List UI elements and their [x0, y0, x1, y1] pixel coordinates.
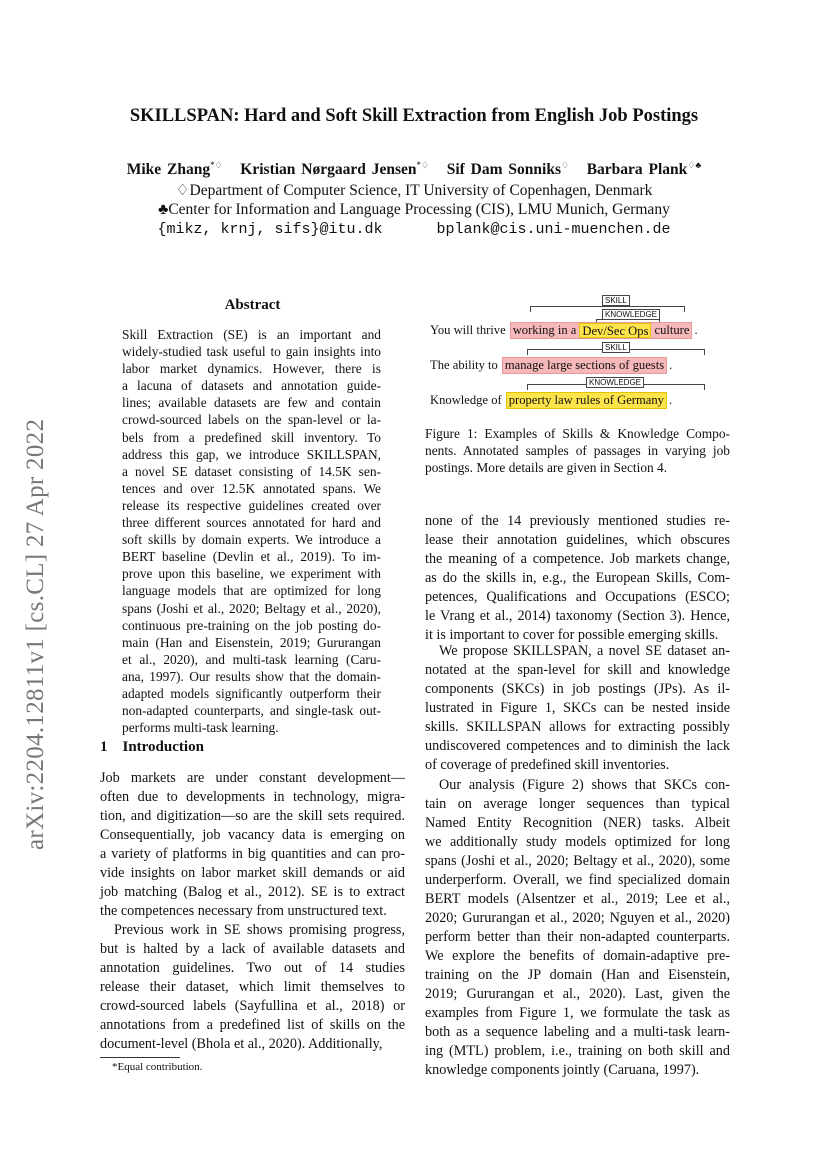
author-name: Sif Dam Sonniks [446, 161, 561, 179]
text-line: widely-studied task useful to gain insights into [122, 344, 381, 360]
text-line: annotations from a predefined list of skills on the [100, 1017, 405, 1033]
figure-1-caption [425, 425, 730, 476]
text-line: continuous pre-training on the job posting do- [122, 617, 381, 633]
text-line: tion, and digitization—so are the skill sets required. [100, 808, 405, 824]
example-prefix: You will thrive [430, 322, 506, 337]
example-row-1 [430, 321, 698, 339]
text-line: ing (MTL) problem, i.e., training on both skill and [425, 1043, 730, 1059]
text-line: performs multi-task learning. [122, 720, 279, 736]
skill-text: working in a [512, 322, 577, 337]
right-paragraph-1 [425, 512, 730, 645]
figure-1-examples [430, 292, 750, 414]
text-line: Job markets are under constant development— [100, 770, 405, 786]
author-marks: *♢ [416, 160, 430, 170]
text-line: notated at the span-level for skill and knowledge [425, 662, 730, 678]
text-line: it is important to cover for possible emerging skills. [425, 627, 719, 643]
text-line: vide insights on labor market skill demands or aid [100, 865, 405, 881]
paper-title: SKILLSPAN: Hard and Soft Skill Extraction from English Job Postings [129, 106, 699, 126]
affiliation-itu: ♢Department of Computer Science, IT University of Copenhagen, Denmark [175, 182, 653, 199]
text-line: Figure 1: Examples of Skills & Knowledge Compo- [425, 426, 730, 441]
author-marks: ♢ [560, 160, 570, 170]
text-line: lines; available datasets are few and contain [122, 395, 381, 411]
knowledge-span: Dev/Sec Ops [579, 323, 651, 338]
abstract-heading: Abstract [224, 297, 281, 313]
text-line: non-adapted counterparts, and single-task out- [122, 703, 381, 719]
knowledge-span: property law rules of Germany [506, 392, 667, 409]
text-line: skills. SKILLSPAN allows for extracting possibly [425, 719, 730, 735]
text-line: crowd-sourced labels (Sayfullina et al., 2018) or [100, 998, 405, 1014]
skill-span: manage large sections of guests [502, 357, 667, 374]
text-line: release its respective guidelines created over [122, 497, 381, 513]
text-line: We explore the benefits of domain-adaptive pre- [425, 948, 730, 964]
text-line: BERT baseline (Devlin et al., 2019). To im- [122, 549, 381, 565]
example-prefix: Knowledge of [430, 392, 502, 407]
text-line: bels from a predefined skill inventory. To [122, 429, 381, 445]
text-line: prove upon this baseline, we experiment with [122, 566, 381, 582]
text-line: Our analysis (Figure 2) shows that SKCs con- [439, 777, 730, 793]
text-line: perform better than their non-adapted counterparts. [425, 929, 730, 945]
text-line: knowledge components jointly (Caruana, 1997). [425, 1062, 700, 1078]
skill-text: culture [654, 322, 690, 337]
author-name: Barbara Plank [586, 161, 688, 179]
text-line: three different sources annotated for hard and [122, 515, 381, 531]
text-line: document-level (Bhola et al., 2020). Additionally, [100, 1036, 383, 1052]
knowledge-tag: KNOWLEDGE [602, 309, 660, 320]
text-line: We propose SKILLSPAN, a novel SE dataset an- [439, 643, 730, 659]
text-line: et al., 2020), and multi-task learning (Caru- [122, 651, 381, 667]
text-line: we additionally study models optimized for long [425, 834, 730, 850]
text-line: lease their annotation guidelines, which obscures [425, 532, 730, 548]
text-line: none of the 14 previously mentioned studies re- [425, 513, 730, 529]
text-line: language models that are optimized for long [122, 583, 381, 599]
text-line: the competences necessary from unstructured text. [100, 903, 387, 919]
author-marks: *♢ [210, 160, 223, 170]
text-line: training on the JP domain (Han and Eisenstein, [425, 967, 730, 983]
knowledge-tag: KNOWLEDGE [586, 377, 644, 388]
text-line: 2019; Gururangan et al., 2020). Last, given the [425, 986, 730, 1002]
text-line: Previous work in SE shows promising progress, [114, 922, 405, 938]
text-line: petences, Qualifications and Occupations (ESCO; [425, 589, 730, 605]
text-line: both as a sequence labeling and a multi-task learn- [425, 1024, 730, 1040]
section-heading-introduction: 1 Introduction [100, 739, 204, 755]
text-line: lustrated in Figure 1, SKCs can be nested inside [425, 700, 730, 716]
right-paragraph-2 [425, 642, 730, 775]
text-line: le Vrang et al., 2014) taxonomy (Section 3). Hence, [425, 608, 730, 624]
text-line: often due to developments in technology, migra- [100, 789, 405, 805]
text-line: 2020; Gururangan et al., 2020; Nguyen et al., 2020) [425, 910, 730, 926]
author-list [0, 160, 828, 179]
text-line: tences and over 12.5K annotated spans. We [122, 480, 381, 496]
example-row-3 [430, 391, 672, 409]
text-line: BERT models (Alsentzer et al., 2019; Lee et al., [425, 891, 730, 907]
text-line: job matching (Balog et al., 2012). SE is to extract [100, 884, 405, 900]
arxiv-side-stamp: arXiv:2204.12811v1 [cs.CL] 27 Apr 2022 [22, 418, 49, 850]
example-row-2 [430, 356, 672, 374]
author-emails: {mikz, krnj, sifs}@itu.dk bplank@cis.uni-muenchen.de [157, 221, 671, 238]
intro-paragraph-1 [100, 769, 405, 921]
text-line: spans (Joshi et al., 2020; Beltagy et al., 2020), some [425, 853, 730, 869]
text-line: a novel SE dataset consisting of 14.5K sen- [122, 463, 381, 479]
text-line: a lacuna of datasets and annotation guide- [122, 378, 381, 394]
text-line: release their dataset, which limit themselves to [100, 979, 405, 995]
skill-span [510, 322, 693, 339]
abstract-body [122, 326, 381, 736]
text-line: main (Han and Eisenstein, 2019; Gururangan [122, 634, 381, 650]
text-line: address this gap, we introduce SKILLSPAN, [122, 446, 381, 462]
affiliation-lmu: ♣Center for Information and Language Processing (CIS), LMU Munich, Germany [158, 201, 670, 218]
example-suffix: . [668, 392, 673, 407]
text-line: annotation guidelines. Two out of 14 studies [100, 960, 405, 976]
text-line: undiscovered competences and to diminish the lack [425, 738, 730, 754]
text-line: adapted models significantly outperform their [122, 685, 381, 701]
text-line: nents. Annotated samples of passages in varying job [425, 443, 730, 459]
text-line: as do the skills in, e.g., the European Skills, Com- [425, 570, 730, 586]
footnote-divider [100, 1057, 180, 1058]
text-line: crowd-sourced labels on the span-level or la- [122, 412, 381, 428]
text-line: tain on average longer sequences than typical [425, 796, 730, 812]
text-line: examples from Figure 1, we formulate the task as [425, 1005, 730, 1021]
text-line: postings. More details are given in Section 4. [425, 460, 668, 476]
skill-tag: SKILL [602, 342, 630, 353]
author-name: Kristian Nørgaard Jensen [240, 161, 417, 179]
text-line: Consequentially, job vacancy data is emerging on [100, 827, 405, 843]
example-prefix: The ability to [430, 357, 498, 372]
text-line: but is halted by a lack of available datasets and [100, 941, 405, 957]
text-line: a variety of platforms in big quantities and can pro- [100, 846, 405, 862]
footnote: *Equal contribution. [112, 1061, 203, 1073]
text-line: labor market dynamics. However, there is [122, 361, 381, 377]
text-line: underperform. Overall, we find specialized domain [425, 872, 730, 888]
intro-paragraph-2 [100, 921, 405, 1054]
text-line: spans (Joshi et al., 2020; Beltagy et al., 2020), [122, 600, 381, 616]
text-line: of coverage of predefined skill inventories. [425, 757, 670, 773]
skill-tag: SKILL [602, 295, 630, 306]
text-line: Named Entity Recognition (NER) tasks. Albeit [425, 815, 730, 831]
author-name: Mike Zhang [126, 161, 211, 179]
example-suffix: . [669, 357, 673, 372]
text-line: the meaning of a competence. Job markets change, [425, 551, 730, 567]
text-line: soft skills by domain experts. We introduce a [122, 532, 381, 548]
text-line: Skill Extraction (SE) is an important and [122, 327, 381, 342]
example-suffix: . [694, 322, 698, 337]
text-line: ana, 1997). Our results show that the domain- [122, 668, 381, 684]
right-paragraph-3 [425, 776, 730, 1080]
text-line: components (SKCs) in job postings (JPs). As il- [425, 681, 730, 697]
author-marks: ♢♣ [687, 160, 702, 170]
